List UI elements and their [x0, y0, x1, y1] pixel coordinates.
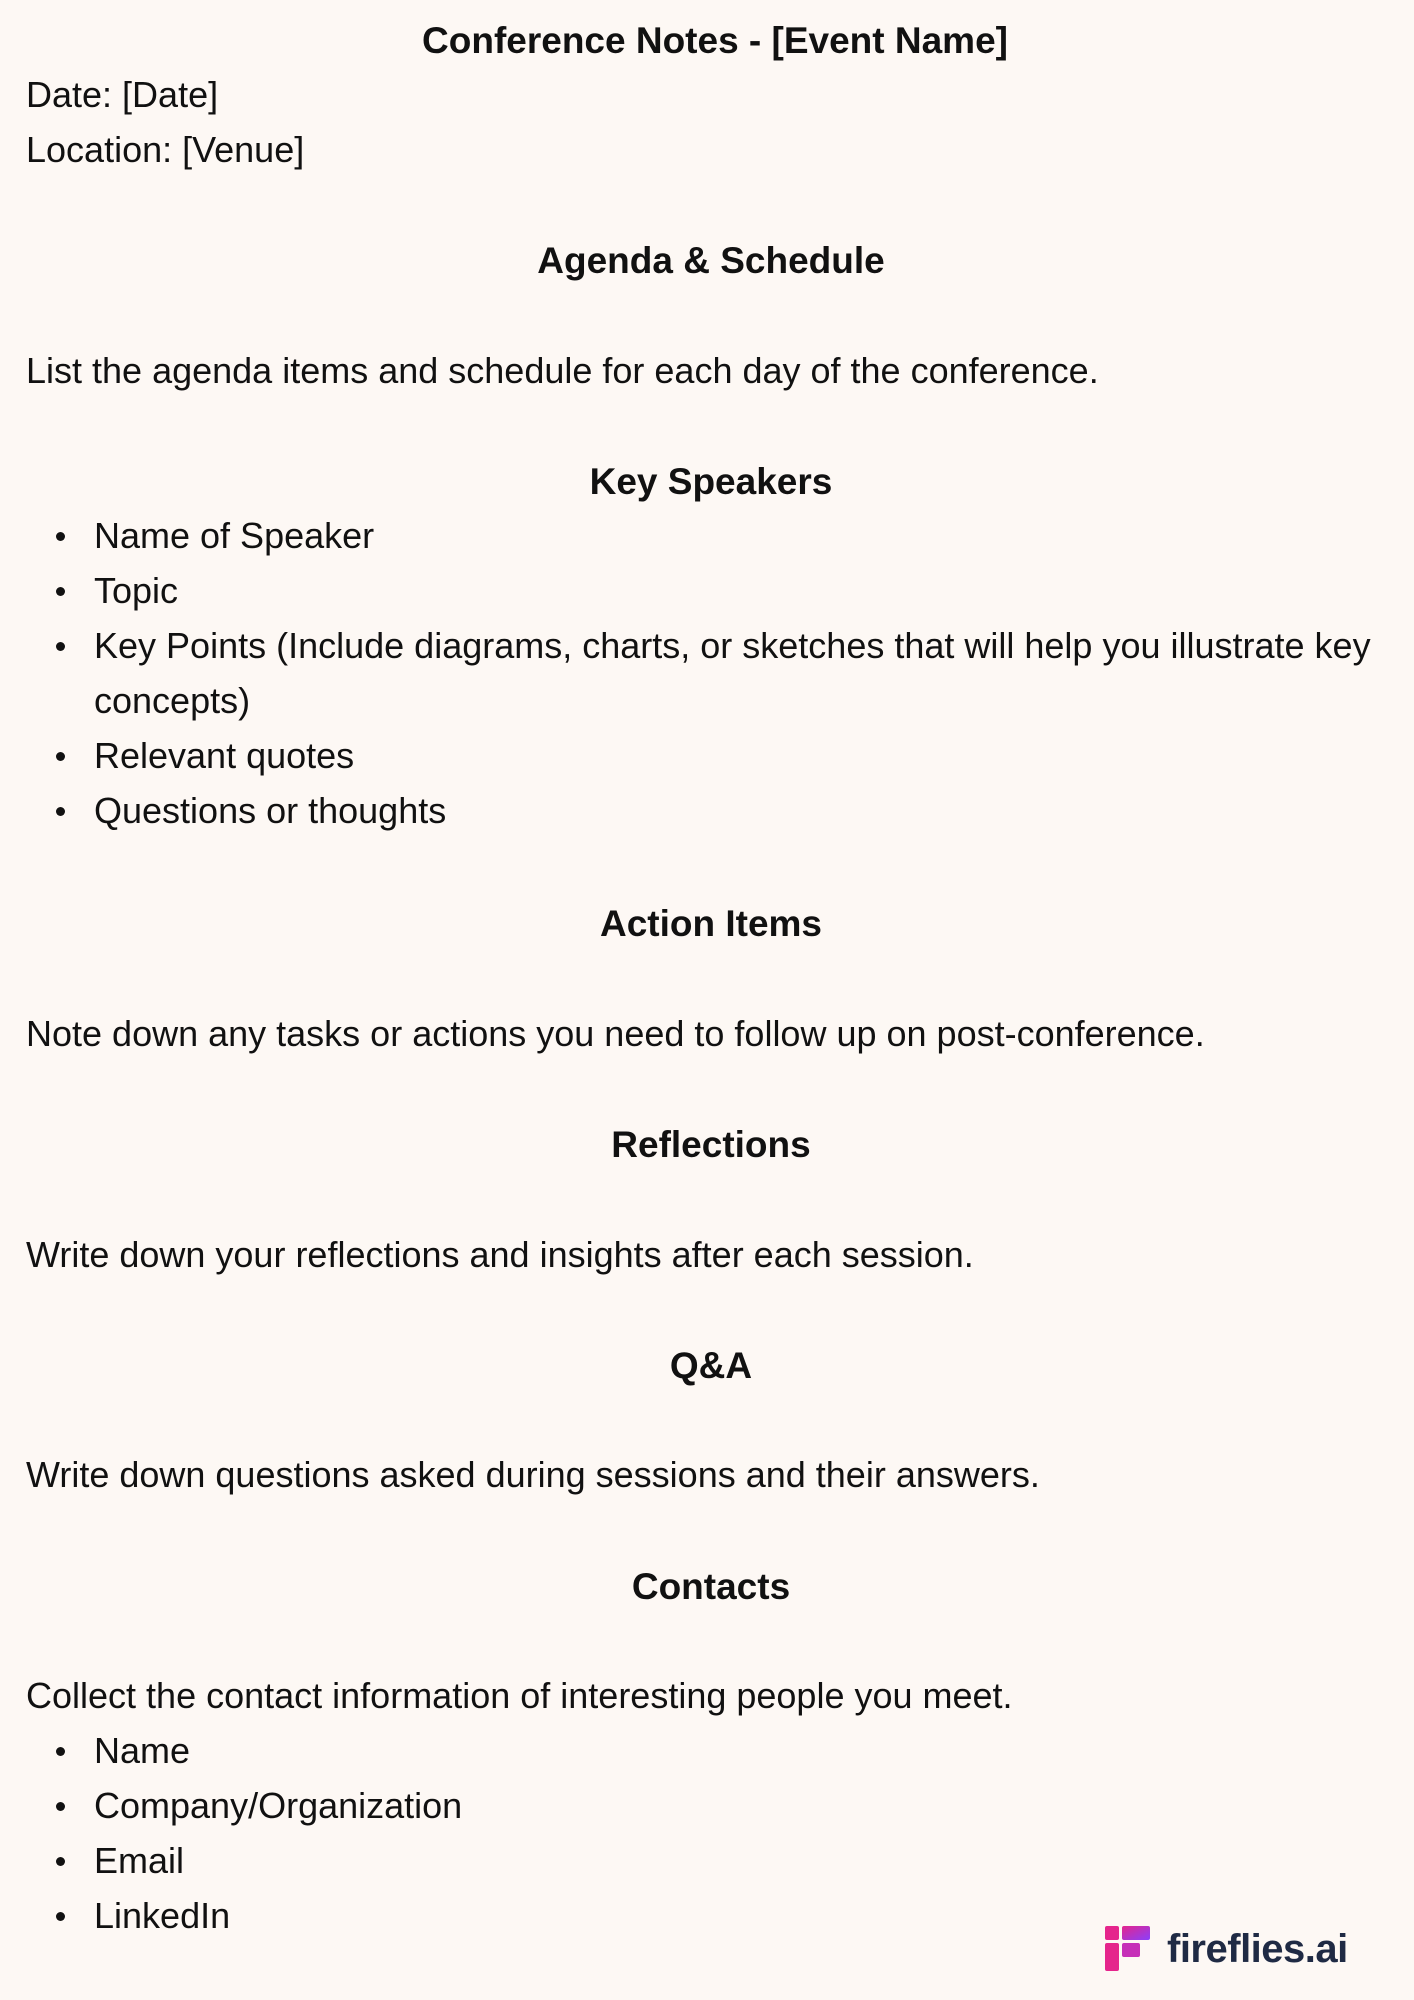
bullet-icon	[56, 1912, 65, 1921]
list-item: Topic	[0, 563, 1384, 618]
list-item: Key Points (Include diagrams, charts, or sketches that will help you illustrate key concepts)	[0, 618, 1384, 728]
bullet-icon	[56, 1747, 65, 1756]
bullet-icon	[56, 1802, 65, 1811]
actions-heading: Action Items	[599, 903, 823, 944]
bullet-icon	[56, 587, 65, 596]
brand-logo	[1103, 1924, 1348, 1974]
contacts-list	[0, 1723, 462, 1943]
reflections-body: Write down your reflections and insights after each session.	[26, 1234, 974, 1275]
bullet-icon	[56, 752, 65, 761]
agenda-body: List the agenda items and schedule for each day of the conference.	[26, 350, 1099, 391]
list-item: Company/Organization	[0, 1778, 462, 1833]
date-line: Date: [Date]	[26, 74, 219, 115]
list-item: Name	[0, 1723, 462, 1778]
list-item: LinkedIn	[0, 1888, 462, 1943]
bullet-icon	[56, 1857, 65, 1866]
agenda-heading: Agenda & Schedule	[537, 240, 885, 281]
bullet-icon	[56, 807, 65, 816]
reflections-heading: Reflections	[611, 1124, 811, 1165]
qa-body: Write down questions asked during sessions and their answers.	[26, 1454, 1040, 1495]
bullet-icon	[56, 532, 65, 541]
list-item: Email	[0, 1833, 462, 1888]
list-item: Name of Speaker	[0, 508, 1384, 563]
actions-body: Note down any tasks or actions you need to follow up on post-conference.	[26, 1013, 1205, 1054]
list-item: Relevant quotes	[0, 728, 1384, 783]
speakers-list	[0, 508, 1384, 838]
contacts-heading: Contacts	[631, 1566, 791, 1607]
bullet-icon	[56, 642, 65, 651]
speakers-heading: Key Speakers	[589, 461, 833, 502]
brand-name: fireflies.ai	[1167, 1926, 1348, 1971]
list-item: Questions or thoughts	[0, 783, 1384, 838]
fireflies-logo-icon	[1103, 1924, 1153, 1974]
qa-heading: Q&A	[669, 1345, 753, 1386]
location-line: Location: [Venue]	[26, 129, 305, 170]
contacts-body: Collect the contact information of interesting people you meet.	[26, 1675, 1013, 1716]
document-title: Conference Notes - [Event Name]	[422, 20, 1008, 61]
